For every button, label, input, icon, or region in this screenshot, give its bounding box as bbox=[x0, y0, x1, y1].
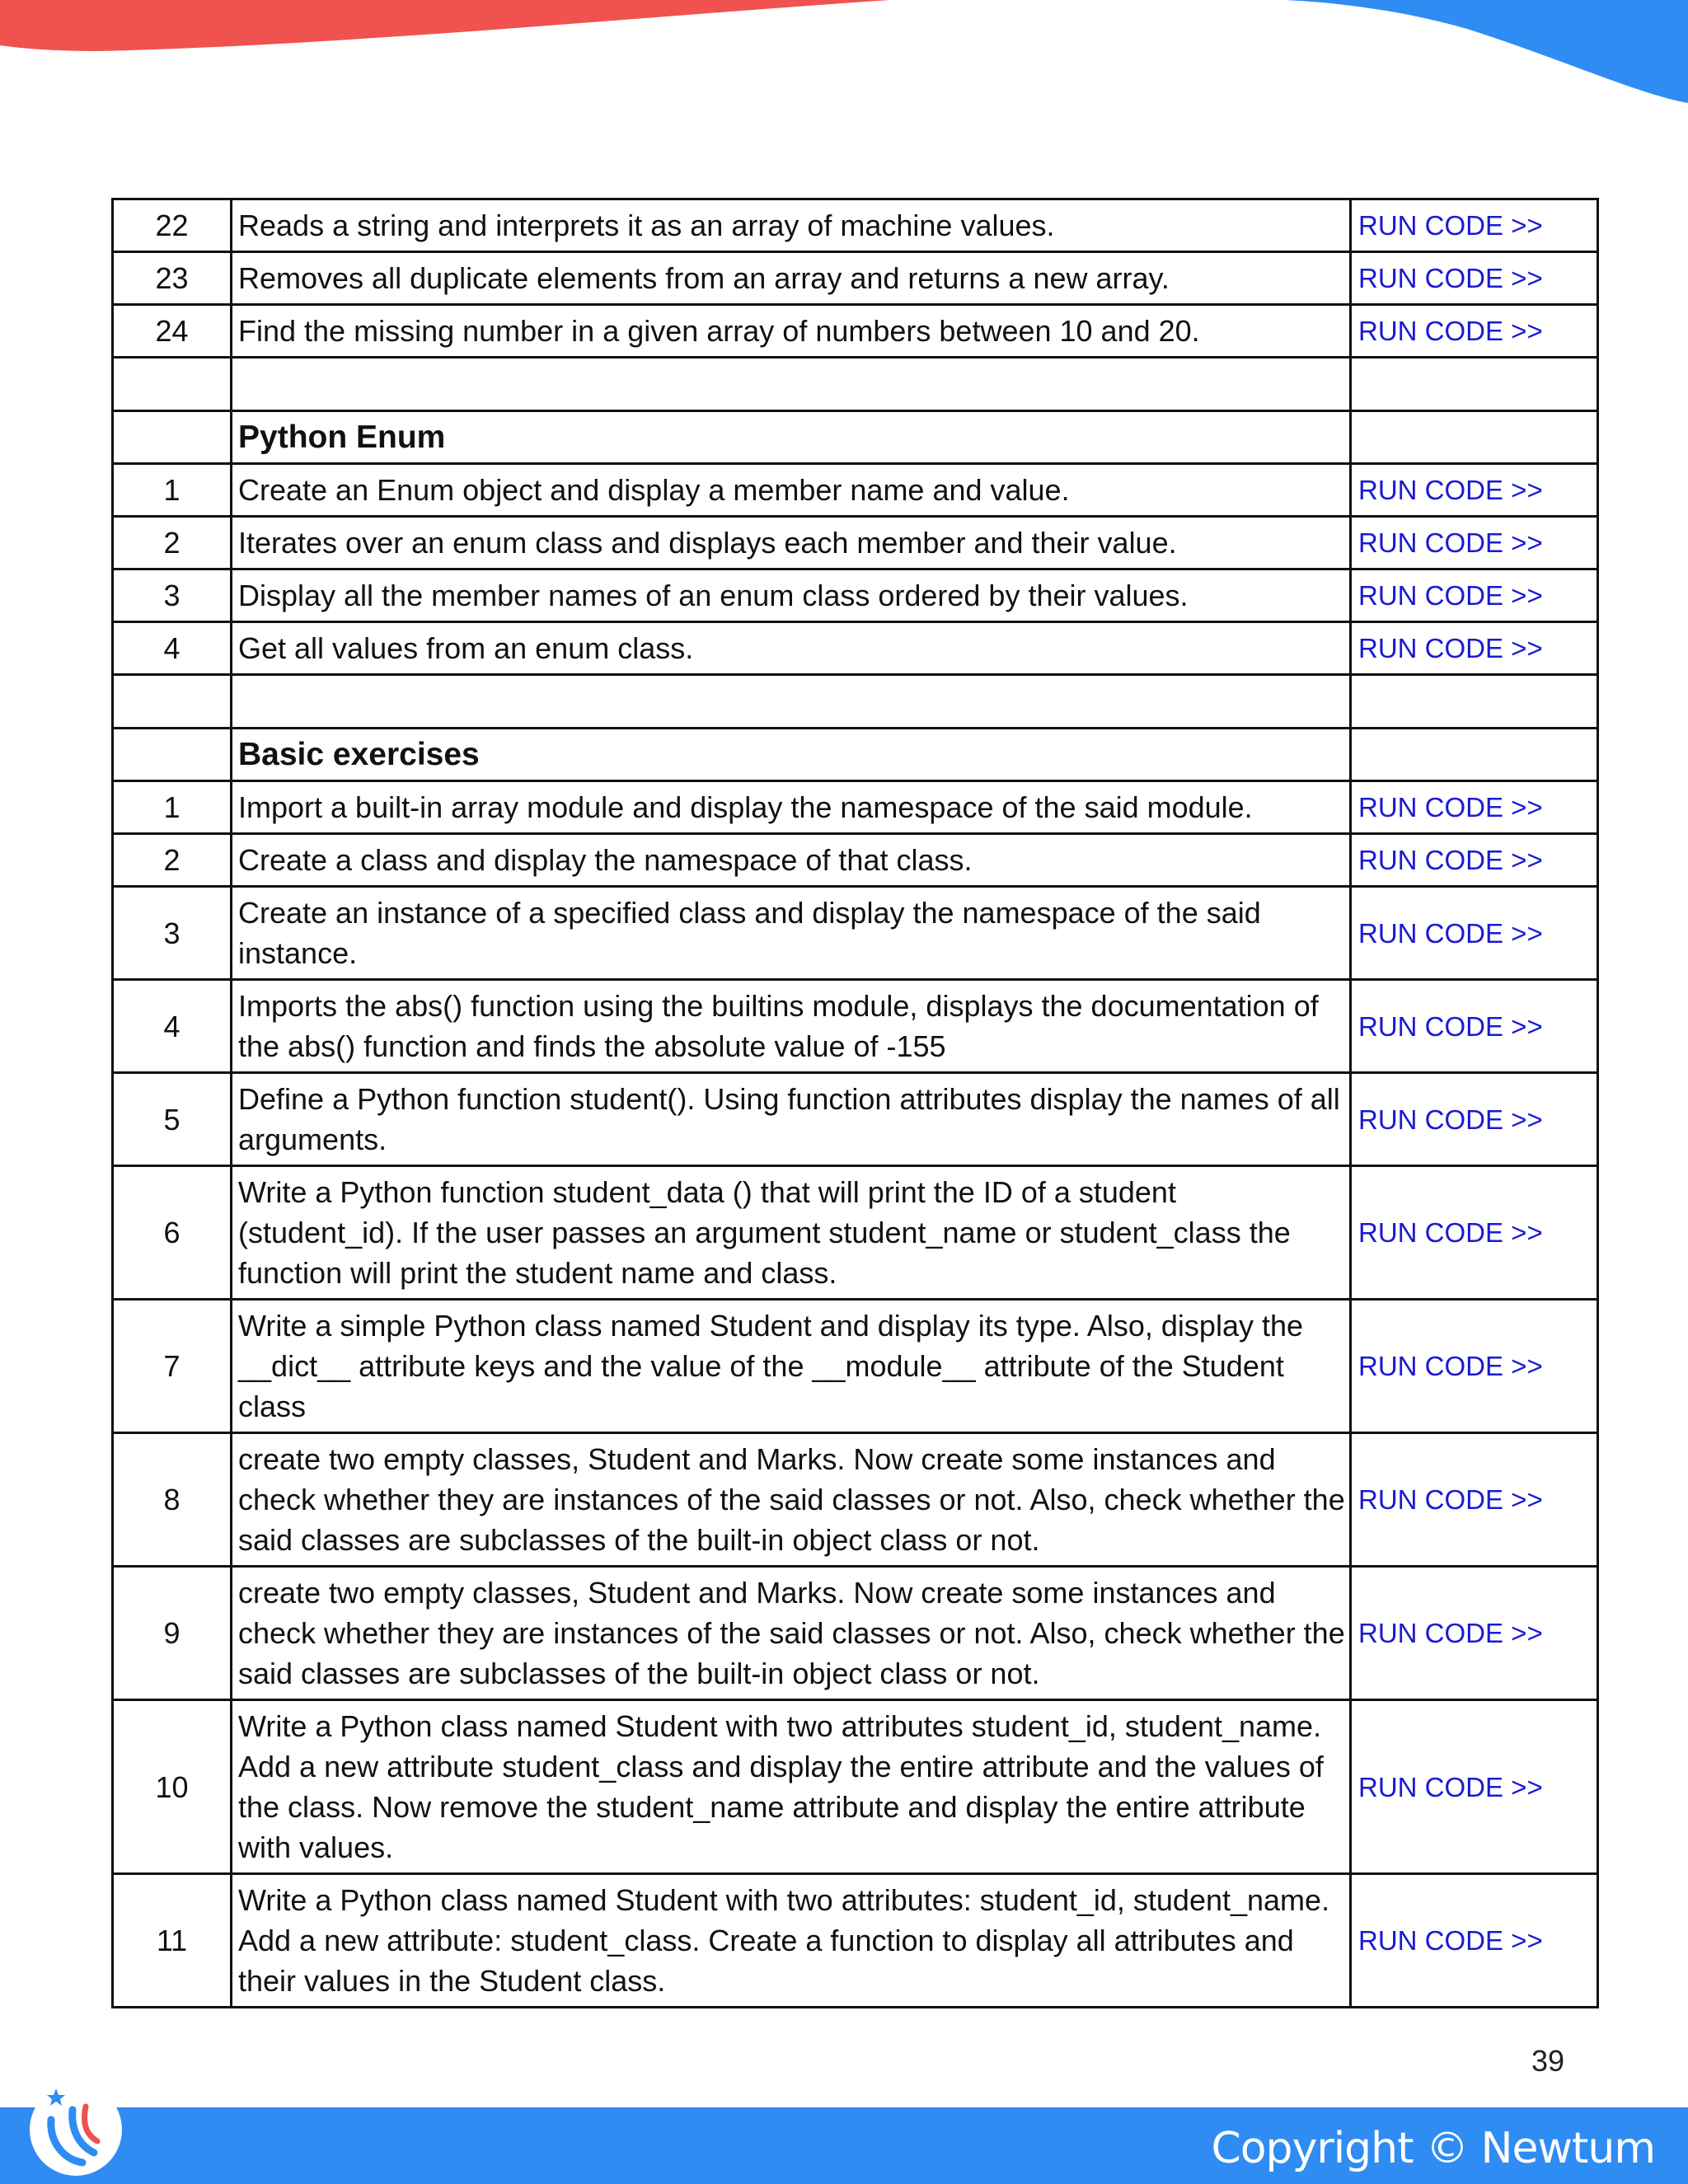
table-row bbox=[113, 980, 1598, 1073]
exercise-number: 3 bbox=[113, 569, 232, 622]
table-row bbox=[113, 199, 1598, 252]
exercise-number: 1 bbox=[113, 464, 232, 517]
blank-cell bbox=[232, 675, 1351, 729]
blank-cell bbox=[113, 675, 232, 729]
section-run-cell bbox=[1351, 729, 1598, 781]
run-code-link[interactable]: RUN CODE >> bbox=[1351, 1433, 1598, 1567]
exercise-description: create two empty classes, Student and Marks. Now create some instances and check whether they are instances of the said classes or not. Also, check whether the said classes are subclasses of the built-in object class or not. bbox=[232, 1433, 1351, 1567]
exercise-table-body bbox=[113, 199, 1598, 2008]
exercise-description: Imports the abs() function using the builtins module, displays the documentation of the abs() function and finds the absolute value of -155 bbox=[232, 980, 1351, 1073]
top-red-wave bbox=[0, 0, 890, 51]
page-number: 39 bbox=[1531, 2044, 1564, 2078]
exercise-number: 3 bbox=[113, 887, 232, 980]
exercise-number: 24 bbox=[113, 305, 232, 358]
run-code-link[interactable]: RUN CODE >> bbox=[1351, 1700, 1598, 1874]
exercise-description: Find the missing number in a given array of numbers between 10 and 20. bbox=[232, 305, 1351, 358]
table-row bbox=[113, 1300, 1598, 1433]
table-row bbox=[113, 464, 1598, 517]
run-code-link[interactable]: RUN CODE >> bbox=[1351, 305, 1598, 358]
exercise-number: 4 bbox=[113, 622, 232, 675]
exercise-description: Display all the member names of an enum class ordered by their values. bbox=[232, 569, 1351, 622]
table-row bbox=[113, 1700, 1598, 1874]
exercise-number: 22 bbox=[113, 199, 232, 252]
run-code-link[interactable]: RUN CODE >> bbox=[1351, 464, 1598, 517]
run-code-link[interactable]: RUN CODE >> bbox=[1351, 1567, 1598, 1700]
table-row bbox=[113, 569, 1598, 622]
exercise-number: 4 bbox=[113, 980, 232, 1073]
exercise-description: create two empty classes, Student and Marks. Now create some instances and check whether they are instances of the said classes or not. Also, check whether the said classes are subclasses of the built-in object class or not. bbox=[232, 1567, 1351, 1700]
run-code-link[interactable]: RUN CODE >> bbox=[1351, 834, 1598, 887]
section-title: Basic exercises bbox=[232, 729, 1351, 781]
table-row bbox=[113, 1567, 1598, 1700]
run-code-link[interactable]: RUN CODE >> bbox=[1351, 569, 1598, 622]
exercise-description: Write a Python class named Student with two attributes: student_id, student_name. Add a new attribute: student_class. Create a function to display all attributes and their values in the Student class. bbox=[232, 1874, 1351, 2008]
exercise-number: 11 bbox=[113, 1874, 232, 2008]
exercise-description: Create a class and display the namespace of that class. bbox=[232, 834, 1351, 887]
exercise-number: 1 bbox=[113, 781, 232, 834]
table-row bbox=[113, 252, 1598, 305]
blank-row bbox=[113, 675, 1598, 729]
exercise-description: Get all values from an enum class. bbox=[232, 622, 1351, 675]
run-code-link[interactable]: RUN CODE >> bbox=[1351, 252, 1598, 305]
exercise-description: Create an Enum object and display a member name and value. bbox=[232, 464, 1351, 517]
exercise-number: 9 bbox=[113, 1567, 232, 1700]
exercise-number: 10 bbox=[113, 1700, 232, 1874]
exercise-description: Define a Python function student(). Using function attributes display the names of all arguments. bbox=[232, 1073, 1351, 1166]
exercise-description: Removes all duplicate elements from an array and returns a new array. bbox=[232, 252, 1351, 305]
exercise-description: Iterates over an enum class and displays each member and their value. bbox=[232, 517, 1351, 569]
table-row bbox=[113, 1874, 1598, 2008]
newtum-logo-icon bbox=[23, 2077, 124, 2177]
exercise-description: Write a Python function student_data () that will print the ID of a student (student_id). If the user passes an argument student_name or student_class the function will print the student name and class. bbox=[232, 1166, 1351, 1300]
table-row bbox=[113, 834, 1598, 887]
exercise-description: Write a simple Python class named Student and display its type. Also, display the __dict__ attribute keys and the value of the __module__ attribute of the Student class bbox=[232, 1300, 1351, 1433]
run-code-link[interactable]: RUN CODE >> bbox=[1351, 622, 1598, 675]
run-code-link[interactable]: RUN CODE >> bbox=[1351, 1166, 1598, 1300]
section-run-cell bbox=[1351, 411, 1598, 464]
exercise-number: 2 bbox=[113, 834, 232, 887]
run-code-link[interactable]: RUN CODE >> bbox=[1351, 1073, 1598, 1166]
run-code-link[interactable]: RUN CODE >> bbox=[1351, 199, 1598, 252]
copyright-text: Copyright © Newtum bbox=[1211, 2124, 1655, 2173]
blank-row bbox=[113, 358, 1598, 411]
exercise-table bbox=[111, 198, 1599, 2008]
blank-cell bbox=[113, 358, 232, 411]
section-number-cell bbox=[113, 411, 232, 464]
section-header-row bbox=[113, 729, 1598, 781]
table-row bbox=[113, 1073, 1598, 1166]
table-row bbox=[113, 1433, 1598, 1567]
exercise-description: Write a Python class named Student with two attributes student_id, student_name. Add a new attribute student_class and display the entire attribute and the values of the class. Now remove the student_name attribute and display the entire attribute with values. bbox=[232, 1700, 1351, 1874]
blank-cell bbox=[1351, 358, 1598, 411]
run-code-link[interactable]: RUN CODE >> bbox=[1351, 517, 1598, 569]
exercise-number: 5 bbox=[113, 1073, 232, 1166]
section-header-row bbox=[113, 411, 1598, 464]
blank-cell bbox=[232, 358, 1351, 411]
exercise-number: 8 bbox=[113, 1433, 232, 1567]
exercise-description: Create an instance of a specified class and display the namespace of the said instance. bbox=[232, 887, 1351, 980]
section-title: Python Enum bbox=[232, 411, 1351, 464]
run-code-link[interactable]: RUN CODE >> bbox=[1351, 1874, 1598, 2008]
table-row bbox=[113, 305, 1598, 358]
exercise-number: 23 bbox=[113, 252, 232, 305]
run-code-link[interactable]: RUN CODE >> bbox=[1351, 980, 1598, 1073]
table-row bbox=[113, 1166, 1598, 1300]
exercise-description: Import a built-in array module and display the namespace of the said module. bbox=[232, 781, 1351, 834]
exercise-number: 2 bbox=[113, 517, 232, 569]
top-wave-decoration bbox=[0, 0, 1688, 115]
run-code-link[interactable]: RUN CODE >> bbox=[1351, 887, 1598, 980]
exercise-description: Reads a string and interprets it as an array of machine values. bbox=[232, 199, 1351, 252]
exercise-number: 6 bbox=[113, 1166, 232, 1300]
table-row bbox=[113, 781, 1598, 834]
run-code-link[interactable]: RUN CODE >> bbox=[1351, 781, 1598, 834]
run-code-link[interactable]: RUN CODE >> bbox=[1351, 1300, 1598, 1433]
table-row bbox=[113, 517, 1598, 569]
table-row bbox=[113, 887, 1598, 980]
blank-cell bbox=[1351, 675, 1598, 729]
top-blue-wave bbox=[1286, 0, 1688, 103]
exercise-number: 7 bbox=[113, 1300, 232, 1433]
section-number-cell bbox=[113, 729, 232, 781]
table-row bbox=[113, 622, 1598, 675]
